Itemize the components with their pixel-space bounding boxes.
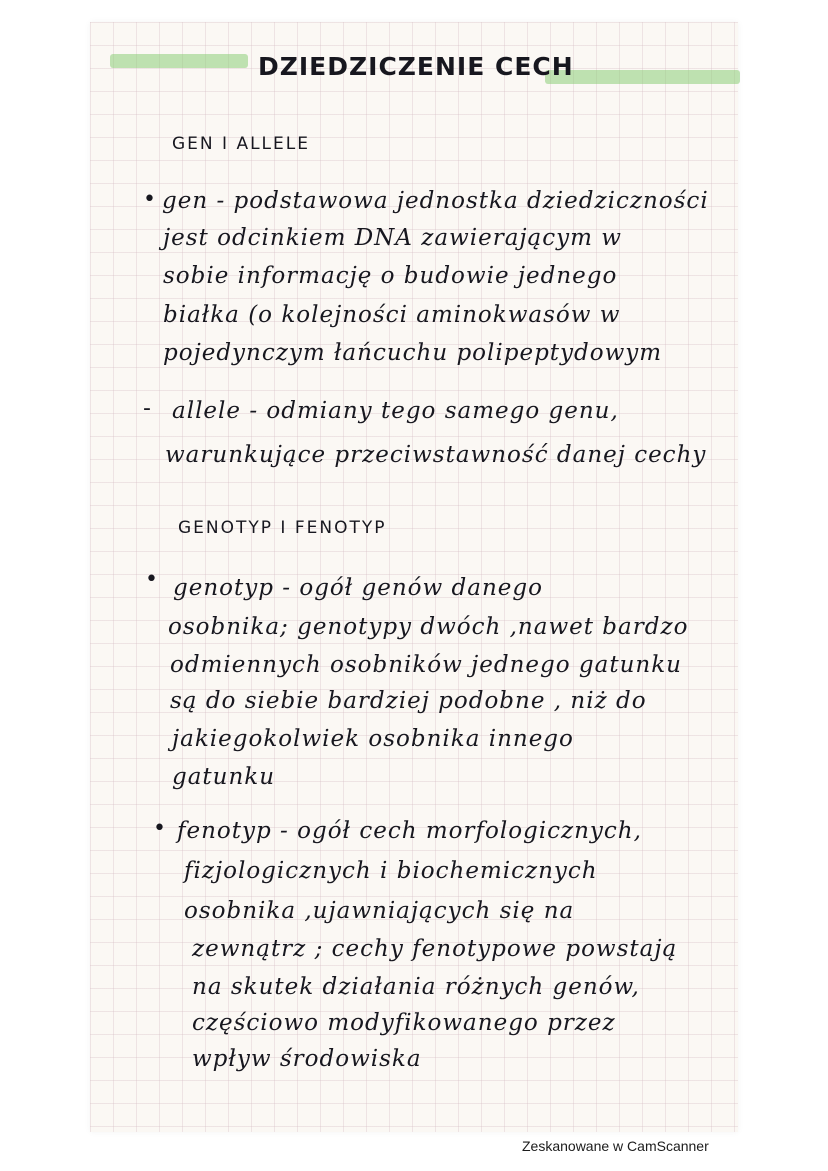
note-line: jakiegokolwiek osobnika innego	[172, 726, 574, 752]
title-highlight-left	[110, 54, 248, 68]
note-line: warunkujące przeciwstawność danej cechy	[165, 442, 707, 468]
note-line: białka (o kolejności aminokwasów w	[163, 302, 621, 328]
note-line: są do siebie bardziej podobne , niż do	[170, 688, 647, 714]
page-title: DZIEDZICZENIE CECH	[258, 52, 574, 81]
note-line: wpływ środowiska	[192, 1046, 422, 1072]
note-line: częściowo modyfikowanego przez	[192, 1010, 616, 1036]
bullet-allele: -	[143, 396, 151, 421]
note-line: gen - podstawowa jednostka dziedziczności	[162, 188, 709, 214]
scanner-watermark: Zeskanowane w CamScanner	[522, 1138, 709, 1154]
section-heading-genotyp-fenotyp: GENOTYP I FENOTYP	[178, 518, 387, 538]
note-line: allele - odmiany tego samego genu,	[172, 398, 619, 424]
bullet-genotyp: •	[145, 567, 158, 592]
note-line: pojedynczym łańcuchu polipeptydowym	[163, 340, 663, 366]
note-line: fizjologicznych i biochemicznych	[184, 858, 598, 884]
note-line: na skutek działania różnych genów,	[192, 974, 640, 1000]
note-line: zewnątrz ; cechy fenotypowe powstają	[192, 936, 678, 962]
note-line: fenotyp - ogół cech morfologicznych,	[177, 818, 642, 844]
title-highlight-right	[545, 70, 740, 84]
note-line: gatunku	[172, 764, 276, 790]
bullet-gen: •	[143, 187, 156, 212]
note-line: osobnika ,ujawniających się na	[184, 898, 575, 924]
bullet-fenotyp: •	[153, 816, 166, 841]
note-line: jest odcinkiem DNA zawierającym w	[163, 225, 622, 251]
note-line: osobnika; genotypy dwóch ,nawet bardzo	[168, 614, 689, 640]
note-line: genotyp - ogół genów danego	[173, 575, 543, 601]
section-heading-gen-allele: GEN I ALLELE	[172, 134, 310, 154]
note-line: sobie informację o budowie jednego	[163, 263, 618, 289]
note-line: odmiennych osobników jednego gatunku	[170, 652, 682, 678]
